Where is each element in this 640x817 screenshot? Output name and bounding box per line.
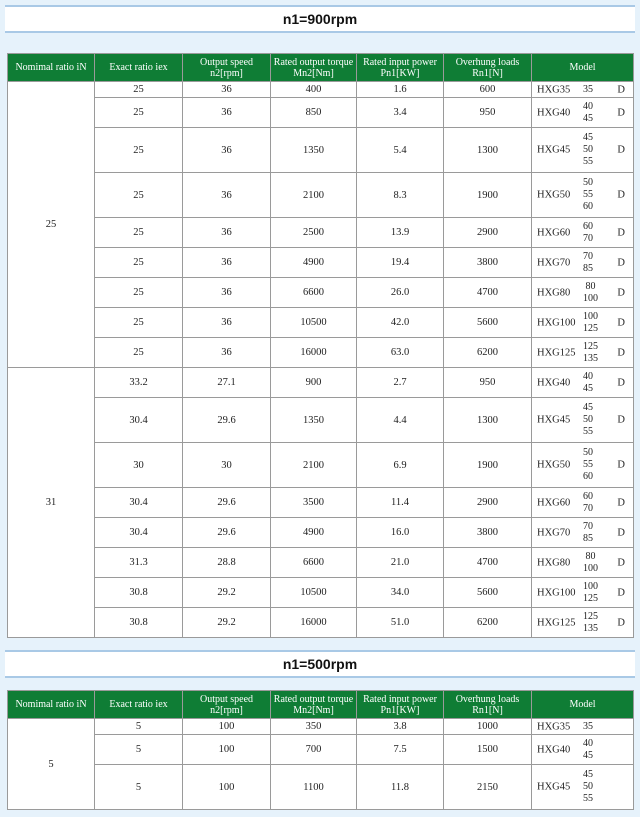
iex-cell: 30.4 — [95, 398, 183, 443]
torque-cell: 1350 — [271, 398, 357, 443]
model-sizes — [583, 281, 598, 305]
column-header: Model — [532, 54, 634, 82]
model-type: D — [617, 227, 625, 238]
model-cell — [532, 443, 634, 488]
load-cell: 2900 — [444, 488, 532, 518]
power-cell: 26.0 — [357, 278, 444, 308]
model-sizes — [583, 221, 593, 245]
n2-cell: 29.2 — [183, 608, 271, 638]
model-type: D — [617, 617, 625, 628]
model-size: 100 — [583, 562, 598, 574]
model-type: D — [617, 459, 625, 471]
load-cell: 1500 — [444, 735, 532, 765]
model-sizes — [583, 341, 598, 365]
model-type: D — [617, 497, 625, 508]
n2-cell: 29.2 — [183, 578, 271, 608]
nominal-ratio-cell: 31 — [8, 368, 95, 638]
iex-cell: 5 — [95, 735, 183, 765]
torque-cell: 700 — [271, 735, 357, 765]
model-name: HXG70 — [537, 527, 571, 538]
n2-cell: 36 — [183, 248, 271, 278]
model-size: 55 — [583, 189, 593, 200]
model-size: 125 — [583, 340, 598, 352]
column-header: Model — [532, 691, 634, 719]
model-size: 60 — [583, 220, 593, 232]
torque-cell: 10500 — [271, 578, 357, 608]
table-row — [8, 173, 634, 218]
model-size: 60 — [583, 490, 593, 502]
model-name: HXG100 — [537, 317, 576, 328]
column-header: Exact ratio iex — [95, 54, 183, 82]
power-cell: 16.0 — [357, 518, 444, 548]
model-size: 125 — [583, 322, 598, 334]
column-header: Rated output torque Mn2[Nm] — [271, 54, 357, 82]
power-cell: 51.0 — [357, 608, 444, 638]
model-name: HXG70 — [537, 257, 571, 268]
load-cell: 3800 — [444, 518, 532, 548]
model-type: D — [617, 587, 625, 598]
table-row — [8, 608, 634, 638]
model-size: 60 — [583, 471, 593, 482]
model-size: 135 — [583, 352, 598, 364]
power-cell: 5.4 — [357, 128, 444, 173]
load-cell: 5600 — [444, 308, 532, 338]
table-row — [8, 248, 634, 278]
model-sizes — [583, 311, 598, 335]
model-cell — [532, 578, 634, 608]
n2-cell: 100 — [183, 765, 271, 810]
power-cell: 13.9 — [357, 218, 444, 248]
n2-cell: 36 — [183, 82, 271, 98]
load-cell: 6200 — [444, 608, 532, 638]
table-row — [8, 765, 634, 810]
power-cell: 4.4 — [357, 398, 444, 443]
model-name: HXG60 — [537, 227, 571, 238]
model-sizes — [583, 581, 598, 605]
model-size: 40 — [583, 370, 593, 382]
torque-cell: 1350 — [271, 128, 357, 173]
model-sizes — [583, 132, 593, 168]
spec-table-500rpm — [7, 690, 634, 810]
torque-cell: 10500 — [271, 308, 357, 338]
model-type: D — [617, 557, 625, 568]
model-name: HXG40 — [537, 377, 571, 388]
iex-cell: 25 — [95, 218, 183, 248]
model-cell — [532, 308, 634, 338]
model-size: 50 — [583, 144, 593, 155]
n2-cell: 36 — [183, 218, 271, 248]
model-sizes — [583, 371, 593, 395]
table-row — [8, 719, 634, 735]
model-size: 100 — [583, 580, 598, 592]
model-type: D — [617, 317, 625, 328]
model-name: HXG50 — [537, 189, 571, 201]
model-type: D — [617, 347, 625, 358]
spec-table-900rpm — [7, 53, 634, 638]
torque-cell: 4900 — [271, 518, 357, 548]
column-header: Nomimal ratio iN — [8, 691, 95, 719]
model-size: 80 — [585, 550, 596, 562]
power-cell: 21.0 — [357, 548, 444, 578]
column-header: Output speed n2[rpm] — [183, 691, 271, 719]
model-type: D — [617, 189, 625, 201]
nominal-ratio-cell: 5 — [8, 719, 95, 810]
model-size: 55 — [583, 459, 593, 470]
torque-cell: 2500 — [271, 218, 357, 248]
model-type: D — [617, 414, 625, 426]
column-header: Nomimal ratio iN — [8, 54, 95, 82]
model-size: 125 — [583, 610, 598, 622]
model-size: 50 — [583, 781, 593, 792]
model-name: HXG40 — [537, 107, 571, 118]
model-size: 40 — [583, 737, 593, 749]
power-cell: 1.6 — [357, 82, 444, 98]
model-type: D — [617, 107, 625, 118]
iex-cell: 30.4 — [95, 518, 183, 548]
model-sizes — [583, 551, 598, 575]
iex-cell: 30.4 — [95, 488, 183, 518]
power-cell: 42.0 — [357, 308, 444, 338]
model-size: 50 — [583, 447, 593, 458]
model-type: D — [617, 144, 625, 156]
model-cell — [532, 98, 634, 128]
torque-cell: 350 — [271, 719, 357, 735]
load-cell: 6200 — [444, 338, 532, 368]
power-cell: 7.5 — [357, 735, 444, 765]
model-size: 80 — [585, 280, 596, 292]
model-cell — [532, 518, 634, 548]
table-row — [8, 443, 634, 488]
model-name: HXG50 — [537, 459, 571, 471]
nominal-ratio-cell: 25 — [8, 82, 95, 368]
iex-cell: 30.8 — [95, 578, 183, 608]
model-size: 135 — [583, 622, 598, 634]
table-row — [8, 278, 634, 308]
column-header: Exact ratio iex — [95, 691, 183, 719]
power-cell: 19.4 — [357, 248, 444, 278]
model-size: 50 — [583, 177, 593, 188]
n2-cell: 36 — [183, 308, 271, 338]
torque-cell: 2100 — [271, 443, 357, 488]
model-cell — [532, 218, 634, 248]
column-header: Output speed n2[rpm] — [183, 54, 271, 82]
load-cell: 4700 — [444, 278, 532, 308]
model-size: 45 — [583, 402, 593, 413]
power-cell: 34.0 — [357, 578, 444, 608]
power-cell: 63.0 — [357, 338, 444, 368]
table-row — [8, 82, 634, 98]
iex-cell: 25 — [95, 128, 183, 173]
torque-cell: 400 — [271, 82, 357, 98]
n2-cell: 27.1 — [183, 368, 271, 398]
model-size: 35 — [583, 720, 593, 732]
model-name: HXG60 — [537, 497, 571, 508]
torque-cell: 850 — [271, 98, 357, 128]
model-cell — [532, 338, 634, 368]
iex-cell: 31.3 — [95, 548, 183, 578]
model-cell — [532, 278, 634, 308]
load-cell: 950 — [444, 368, 532, 398]
load-cell: 950 — [444, 98, 532, 128]
model-sizes — [583, 738, 593, 762]
model-size: 70 — [583, 232, 593, 244]
n2-cell: 100 — [183, 735, 271, 765]
power-cell: 8.3 — [357, 173, 444, 218]
model-size: 60 — [583, 201, 593, 212]
table-row — [8, 518, 634, 548]
n2-cell: 36 — [183, 98, 271, 128]
table-row — [8, 338, 634, 368]
power-cell: 11.4 — [357, 488, 444, 518]
column-header: Rated input power Pn1[KW] — [357, 691, 444, 719]
n2-cell: 100 — [183, 719, 271, 735]
model-name: HXG100 — [537, 587, 576, 598]
load-cell: 4700 — [444, 548, 532, 578]
n2-cell: 36 — [183, 173, 271, 218]
torque-cell: 4900 — [271, 248, 357, 278]
n2-cell: 30 — [183, 443, 271, 488]
iex-cell: 25 — [95, 173, 183, 218]
column-header: Rated input power Pn1[KW] — [357, 54, 444, 82]
model-cell — [532, 719, 634, 735]
model-type: D — [617, 84, 625, 95]
model-size: 85 — [583, 532, 593, 544]
table-row — [8, 488, 634, 518]
load-cell: 3800 — [444, 248, 532, 278]
iex-cell: 5 — [95, 765, 183, 810]
load-cell: 2150 — [444, 765, 532, 810]
table-row — [8, 735, 634, 765]
model-name: HXG125 — [537, 347, 576, 358]
model-sizes — [583, 84, 593, 96]
iex-cell: 25 — [95, 308, 183, 338]
load-cell: 1000 — [444, 719, 532, 735]
load-cell: 1900 — [444, 173, 532, 218]
model-name: HXG125 — [537, 617, 576, 628]
model-sizes — [583, 251, 593, 275]
torque-cell: 900 — [271, 368, 357, 398]
section-title-900rpm: n1=900rpm — [5, 5, 635, 33]
load-cell: 2900 — [444, 218, 532, 248]
torque-cell: 3500 — [271, 488, 357, 518]
model-name: HXG35 — [537, 84, 571, 95]
model-name: HXG40 — [537, 744, 571, 755]
iex-cell: 30.8 — [95, 608, 183, 638]
model-cell — [532, 82, 634, 98]
model-sizes — [583, 402, 593, 438]
model-sizes — [583, 177, 593, 213]
iex-cell: 30 — [95, 443, 183, 488]
model-name: HXG35 — [537, 721, 571, 732]
iex-cell: 25 — [95, 98, 183, 128]
load-cell: 5600 — [444, 578, 532, 608]
model-cell — [532, 128, 634, 173]
table-row — [8, 308, 634, 338]
n2-cell: 29.6 — [183, 488, 271, 518]
power-cell: 3.8 — [357, 719, 444, 735]
model-name: HXG45 — [537, 781, 571, 793]
model-cell — [532, 368, 634, 398]
iex-cell: 25 — [95, 278, 183, 308]
section-title-500rpm: n1=500rpm — [5, 650, 635, 678]
model-name: HXG80 — [537, 557, 571, 568]
torque-cell: 16000 — [271, 608, 357, 638]
load-cell: 1300 — [444, 128, 532, 173]
model-size: 55 — [583, 793, 593, 804]
model-size: 55 — [583, 426, 593, 437]
model-name: HXG45 — [537, 144, 571, 156]
torque-cell: 6600 — [271, 548, 357, 578]
model-size: 70 — [583, 520, 593, 532]
model-size: 35 — [583, 83, 593, 95]
torque-cell: 2100 — [271, 173, 357, 218]
model-size: 45 — [583, 132, 593, 143]
model-cell — [532, 398, 634, 443]
n2-cell: 28.8 — [183, 548, 271, 578]
iex-cell: 33.2 — [95, 368, 183, 398]
model-cell — [532, 488, 634, 518]
n2-cell: 29.6 — [183, 398, 271, 443]
table-row — [8, 548, 634, 578]
model-size: 70 — [583, 250, 593, 262]
model-size: 45 — [583, 382, 593, 394]
model-size: 45 — [583, 112, 593, 124]
model-name: HXG45 — [537, 414, 571, 426]
model-cell — [532, 173, 634, 218]
iex-cell: 25 — [95, 82, 183, 98]
torque-cell: 1100 — [271, 765, 357, 810]
model-size: 55 — [583, 156, 593, 167]
model-sizes — [583, 101, 593, 125]
model-sizes — [583, 611, 598, 635]
load-cell: 1300 — [444, 398, 532, 443]
model-sizes — [583, 769, 593, 805]
model-sizes — [583, 491, 593, 515]
iex-cell: 25 — [95, 338, 183, 368]
power-cell: 6.9 — [357, 443, 444, 488]
column-header: Overhung loads Rn1[N] — [444, 691, 532, 719]
model-size: 85 — [583, 262, 593, 274]
table-row — [8, 398, 634, 443]
n2-cell: 36 — [183, 338, 271, 368]
table-row — [8, 368, 634, 398]
iex-cell: 5 — [95, 719, 183, 735]
n2-cell: 36 — [183, 278, 271, 308]
model-sizes — [583, 721, 593, 733]
model-size: 70 — [583, 502, 593, 514]
model-size: 125 — [583, 592, 598, 604]
model-size: 50 — [583, 414, 593, 425]
model-type: D — [617, 377, 625, 388]
model-size: 100 — [583, 292, 598, 304]
header-row — [8, 691, 634, 719]
model-size: 100 — [583, 310, 598, 322]
column-header: Rated output torque Mn2[Nm] — [271, 691, 357, 719]
model-cell — [532, 548, 634, 578]
iex-cell: 25 — [95, 248, 183, 278]
table-row — [8, 98, 634, 128]
n2-cell: 36 — [183, 128, 271, 173]
model-size: 45 — [583, 749, 593, 761]
model-size: 45 — [583, 769, 593, 780]
model-size: 40 — [583, 100, 593, 112]
power-cell: 11.8 — [357, 765, 444, 810]
torque-cell: 16000 — [271, 338, 357, 368]
model-type: D — [617, 527, 625, 538]
model-sizes — [583, 447, 593, 483]
power-cell: 3.4 — [357, 98, 444, 128]
table-row — [8, 218, 634, 248]
column-header: Overhung loads Rn1[N] — [444, 54, 532, 82]
model-cell — [532, 608, 634, 638]
header-row — [8, 54, 634, 82]
model-name: HXG80 — [537, 287, 571, 298]
model-cell — [532, 248, 634, 278]
table-row — [8, 578, 634, 608]
table-row — [8, 128, 634, 173]
model-type: D — [617, 257, 625, 268]
model-cell — [532, 735, 634, 765]
torque-cell: 6600 — [271, 278, 357, 308]
model-type: D — [617, 287, 625, 298]
model-sizes — [583, 521, 593, 545]
model-cell — [532, 765, 634, 810]
n2-cell: 29.6 — [183, 518, 271, 548]
power-cell: 2.7 — [357, 368, 444, 398]
load-cell: 1900 — [444, 443, 532, 488]
load-cell: 600 — [444, 82, 532, 98]
